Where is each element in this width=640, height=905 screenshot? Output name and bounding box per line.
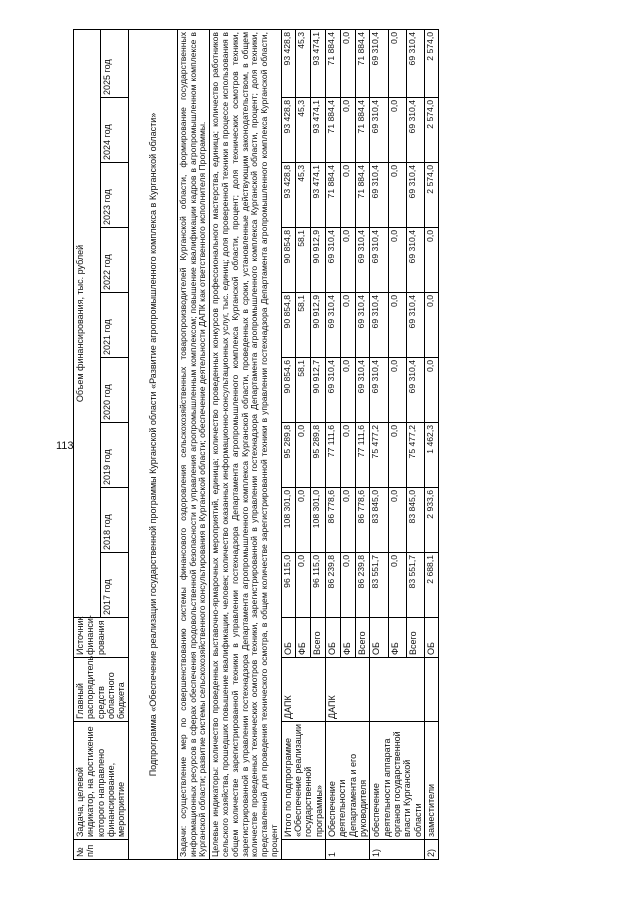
value-cell: 77 111,6 [355,423,370,488]
value-cell: 0,0 [388,293,406,358]
value-cell: 0,0 [425,358,438,423]
value-cell: 108 301,0 [281,488,296,553]
value-cell: 0,0 [340,228,355,293]
indicators-text: Целевые индикаторы: количество проведенных выставочно-ярмарочных мероприятий, единица; количество проведенных конкурсов профессионального мастерства, единица; количество работников сельского хозяйства, прошедших повышение квалификации, человек; количество оказанных информационно-консультационных услуг, тыс. единиц; доля проверенной техники в процессе использования в общем количестве зарегистрированной техники в управлении гостехнадзора Департамента агропромышленного комплекса Курганской области, процент; доля технических осмотров техники, зарегистрированной в управлении гостехнадзора Департамента агропромышленного комплекса Курганской области, проведенных в сроки, установленные действующим законодательством, в общем количестве проведенных технических осмотров техники, зарегистрированной в управлении гостехнадзора Департамента агропромышленного комплекса Курганской области, процент; доля техники, представленной для проведения технического осмотра, в общем количестве зарегистрированной техники в управлении гостехнадзора Департамента агропромышленного комплекса Курганской области, процент [210,30,282,860]
value-cell: 45,3 [296,30,311,98]
value-cell: 58,1 [296,228,311,293]
value-cell: 90 912,9 [311,293,326,358]
value-cell: 69 310,4 [355,293,370,358]
header-source: Источник финанси-рования [74,618,129,658]
value-cell: 69 310,4 [370,98,388,163]
header-year: 2019 год [101,423,128,488]
value-cell: 69 310,4 [406,98,424,163]
value-cell: 0,0 [388,228,406,293]
row-number: 1 [326,840,370,860]
value-cell: 108 301,0 [311,488,326,553]
value-cell: 0,0 [388,358,406,423]
value-cell: 90 912,9 [311,228,326,293]
value-cell: 93 474,1 [311,98,326,163]
value-cell: 2 688,1 [425,553,438,618]
value-cell: 96 115,0 [281,553,296,618]
row-admin [370,658,425,722]
value-cell: 95 289,8 [281,423,296,488]
value-cell: 93 474,1 [311,163,326,228]
value-cell: 69 310,4 [370,358,388,423]
value-cell: 93 428,8 [281,163,296,228]
value-cell: 83 845,0 [370,488,388,553]
table-row [425,30,438,860]
value-cell: 69 310,4 [370,30,388,98]
value-cell: 0,0 [340,358,355,423]
value-cell: 0,0 [296,423,311,488]
row-number: 2) [425,840,438,860]
rotated-page [73,30,616,860]
page-number: 113 [56,440,74,452]
value-cell: 58,1 [296,293,311,358]
row-admin: ДАПК [281,658,325,722]
value-cell: 0,0 [340,98,355,163]
value-cell: 83 551,7 [406,553,424,618]
table-row [370,30,388,860]
value-cell: 69 310,4 [406,163,424,228]
table-row [281,30,296,860]
value-cell: 69 310,4 [370,228,388,293]
row-task: заместители [425,722,438,840]
value-cell: 83 551,7 [370,553,388,618]
value-cell: 45,3 [296,98,311,163]
funding-table [73,29,439,860]
subprogram-title: Подпрограмма «Обеспечение реализации государственной программы Курганской области «Развитие агропромышленного комплекса в Курганской области» [128,30,177,860]
value-cell: 71 884,4 [326,163,341,228]
value-cell: 71 884,4 [355,163,370,228]
value-cell: 77 111,6 [326,423,341,488]
header-admin: Главный распорядитель средств областного бюджета [74,658,129,722]
value-cell: 0,0 [388,163,406,228]
value-cell: 2 574,0 [425,163,438,228]
value-cell: 69 310,4 [355,228,370,293]
value-cell: 71 884,4 [326,98,341,163]
value-cell: 0,0 [296,553,311,618]
value-cell: 71 884,4 [326,30,341,98]
value-cell: 2 574,0 [425,30,438,98]
value-cell: 2 574,0 [425,98,438,163]
value-cell: 86 778,6 [326,488,341,553]
source-cell: ФБ [296,618,311,658]
header-funding: Объем финансирования, тыс. рублей [74,30,101,618]
value-cell: 2 933,6 [425,488,438,553]
value-cell: 0,0 [340,163,355,228]
value-cell: 0,0 [340,423,355,488]
source-cell: Всего [406,618,424,658]
value-cell: 0,0 [388,98,406,163]
value-cell: 45,3 [296,163,311,228]
value-cell: 69 310,4 [355,358,370,423]
value-cell: 0,0 [340,488,355,553]
header-year: 2024 год [101,98,128,163]
header-year: 2023 год [101,163,128,228]
header-year: 2020 год [101,358,128,423]
table-row [326,30,341,860]
value-cell: 93 428,8 [281,98,296,163]
value-cell: 95 289,8 [311,423,326,488]
header-year: 2018 год [101,488,128,553]
value-cell: 93 428,8 [281,30,296,98]
row-number: 1) [370,840,425,860]
value-cell: 83 845,0 [406,488,424,553]
value-cell: 0,0 [388,553,406,618]
source-cell: ОБ [425,618,438,658]
value-cell: 69 310,4 [370,163,388,228]
value-cell: 0,0 [425,293,438,358]
source-cell: ОБ [370,618,388,658]
row-task: обеспечение деятельности аппарата органов государственной власти Курганской области [370,722,425,840]
source-cell: Всего [311,618,326,658]
header-year: 2022 год [101,228,128,293]
value-cell: 69 310,4 [370,293,388,358]
value-cell: 90 854,8 [281,228,296,293]
value-cell: 0,0 [340,30,355,98]
row-task: Итого по подпрограмме «Обеспечение реализации государственной программы» [281,722,325,840]
value-cell: 90 854,6 [281,358,296,423]
value-cell: 0,0 [340,553,355,618]
row-number [281,840,325,860]
value-cell: 69 310,4 [406,293,424,358]
value-cell: 69 310,4 [406,228,424,293]
value-cell: 69 310,4 [326,293,341,358]
value-cell: 71 884,4 [355,98,370,163]
value-cell: 86 778,6 [355,488,370,553]
value-cell: 69 310,4 [326,228,341,293]
value-cell: 75 477,2 [406,423,424,488]
value-cell: 58,1 [296,358,311,423]
value-cell: 0,0 [388,30,406,98]
source-cell: Всего [355,618,370,658]
header-task: Задача, целевой индикатор, на достижение которого направлено финансирование, мероприятие [74,722,129,840]
value-cell: 90 912,7 [311,358,326,423]
value-cell: 0,0 [388,488,406,553]
header-year: 2025 год [101,30,128,98]
value-cell: 0,0 [296,488,311,553]
value-cell: 93 474,1 [311,30,326,98]
value-cell: 69 310,4 [406,30,424,98]
value-cell: 96 115,0 [311,553,326,618]
value-cell: 71 884,4 [355,30,370,98]
source-cell: ОБ [281,618,296,658]
value-cell: 86 239,8 [355,553,370,618]
row-admin [425,658,438,722]
header-no: № п/п [74,840,129,860]
value-cell: 69 310,4 [406,358,424,423]
value-cell: 0,0 [425,228,438,293]
value-cell: 0,0 [340,293,355,358]
source-cell: ФБ [340,618,355,658]
value-cell: 1 462,3 [425,423,438,488]
value-cell: 86 239,8 [326,553,341,618]
row-admin: ДАПК [326,658,370,722]
header-year: 2021 год [101,293,128,358]
value-cell: 69 310,4 [326,358,341,423]
source-cell: ФБ [388,618,406,658]
row-task: Обеспечение деятельности Департамента и его руководителя [326,722,370,840]
value-cell: 0,0 [388,423,406,488]
tasks-text: Задачи: осуществление мер по совершенствованию системы финансового оздоровления сельскохозяйственных товаропроизводителей Курганской области, формирование государственных информационных ресурсов в сферах обеспечения продовольственной безопасности и управления агропромышленным комплексом; повышение квалификации кадров в агропромышленном комплексе в Курганской области; развитие системы сельскохозяйственного консультирования в Курганской области; обеспечение деятельности ДАПК как ответственного исполнителя Программы. [177,30,209,860]
value-cell: 75 477,2 [370,423,388,488]
value-cell: 90 854,8 [281,293,296,358]
source-cell: ОБ [326,618,341,658]
header-year: 2017 год [101,553,128,618]
